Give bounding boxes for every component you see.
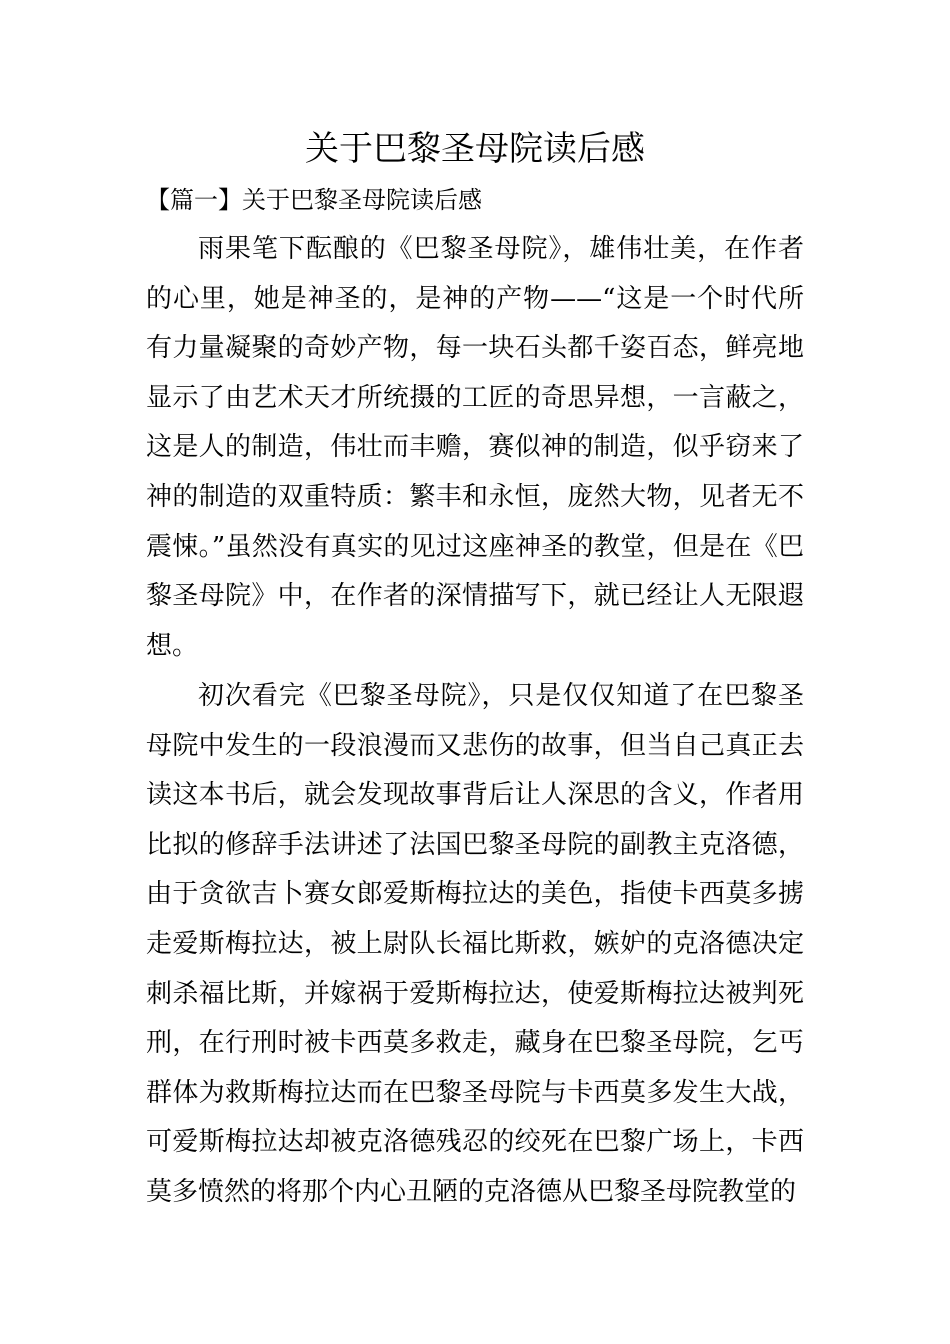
section-heading: 【篇一】关于巴黎圣母院读后感 (146, 186, 482, 214)
paragraph-1: 雨果笔下酝酿的《巴黎圣母院》，雄伟壮美，在作者的心里，她是神圣的，是神的产物——“这是一个时代所有力量凝聚的奇妙产物，每一块石头都千姿百态，鲜亮地显示了由艺术天才所统摄的工匠的奇思异想，一言蔽之，这是人的制造，伟壮而丰赡，赛似神的制造，似乎窃来了神的制造的双重特质：繁丰和永恒，庞然大物，见者无不震悚。”虽然没有真实的见过这座神圣的教堂，但是在《巴黎圣母院》中，在作者的深情描写下，就已经让人无限遐想。 (146, 234, 804, 661)
paragraph-2: 初次看完《巴黎圣母院》，只是仅仅知道了在巴黎圣母院中发生的一段浪漫而又悲伤的故事，但当自己真正去读这本书后，就会发现故事背后让人深思的含义，作者用比拟的修辞手法讲述了法国巴黎圣母院的副教主克洛德，由于贪欲吉卜赛女郎爱斯梅拉达的美色，指使卡西莫多掳走爱斯梅拉达，被上尉队长福比斯救，嫉妒的克洛德决定刺杀福比斯，并嫁祸于爱斯梅拉达，使爱斯梅拉达被判死刑，在行刑时被卡西莫多救走，藏身在巴黎圣母院，乞丐群体为救斯梅拉达而在巴黎圣母院与卡西莫多发生大战，可爱斯梅拉达却被克洛德残忍的绞死在巴黎广场上，卡西莫多愤然的将那个内心丑陋的克洛德从巴黎圣母院教堂的 (146, 681, 804, 1207)
document-title: 关于巴黎圣母院读后感 (305, 129, 645, 169)
